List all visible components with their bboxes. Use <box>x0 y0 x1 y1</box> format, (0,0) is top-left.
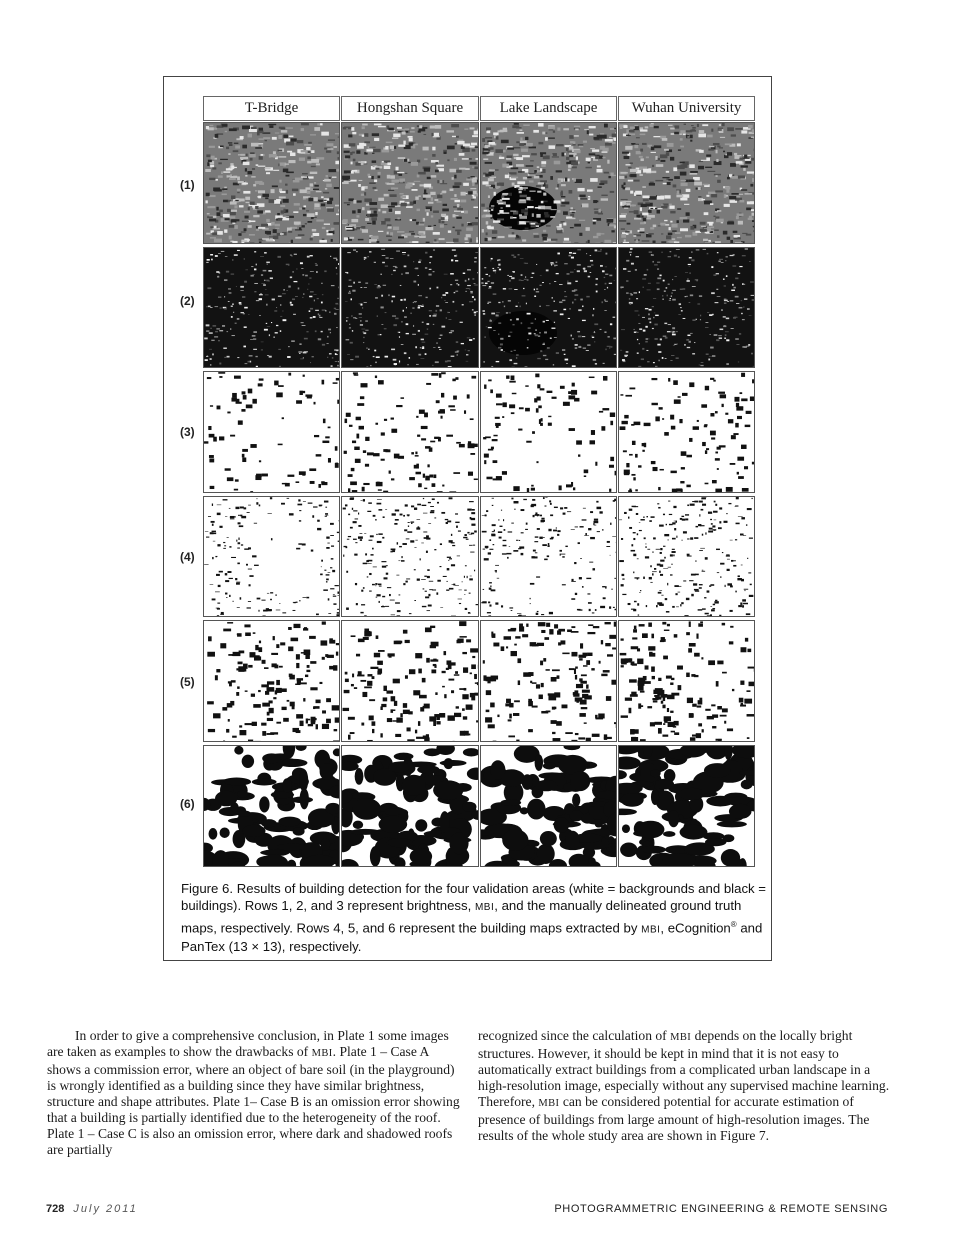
figure-cell-row3-lake-landscape <box>480 371 617 493</box>
figure-cell-row3-wuhan-university <box>618 371 755 493</box>
body-right-text-1: recognized since the calculation of <box>478 1028 667 1043</box>
figure-cell-row6-wuhan-university <box>618 745 755 867</box>
figure-cell-row2-lake-landscape <box>480 247 617 368</box>
row-label-2: (2) <box>180 294 195 308</box>
caption-text-4: and PanTex (13 × 13), respectively. <box>181 920 763 955</box>
caption-mbi-1: MBI <box>474 902 495 913</box>
figure-cell-row5-lake-landscape <box>480 620 617 742</box>
row-label-5: (5) <box>180 675 195 689</box>
figure-cell-row6-t-bridge <box>203 745 340 867</box>
figure-cell-row1-t-bridge <box>203 122 340 244</box>
figure-cell-row2-wuhan-university <box>618 247 755 368</box>
figure-cell-row4-wuhan-university <box>618 496 755 617</box>
body-right-mbi-2: MBI <box>538 1098 560 1109</box>
figure-cell-row5-t-bridge <box>203 620 340 742</box>
body-right-column <box>478 1028 896 1144</box>
body-right-text-2: depends on the locally bright structures. However, it should be kept in mind that it is not easy to automatically extract buildings from a complicated urban landscape in a high-resolution image, especially without any supervised machine learning. Therefore, <box>478 1028 890 1109</box>
figure-cell-row3-hongshan-square <box>341 371 479 493</box>
issue-date: July 2011 <box>73 1203 138 1215</box>
column-header-wuhan-university: Wuhan University <box>618 96 755 121</box>
row-label-6: (6) <box>180 797 195 811</box>
caption-mbi-2: MBI <box>641 924 661 936</box>
body-right-text-3: can be considered potential for accurate estimation of presence of buildings from large amount of high-resolution images. The results of the whole study area are shown in Figure 7. <box>478 1094 870 1143</box>
row-label-3: (3) <box>180 425 195 439</box>
figure-cell-row6-lake-landscape <box>480 745 617 867</box>
figure-cell-row4-hongshan-square <box>341 496 479 617</box>
figure-cell-row2-hongshan-square <box>341 247 479 368</box>
body-left-mbi: MBI <box>311 1048 333 1059</box>
column-header-t-bridge: T-Bridge <box>203 96 340 121</box>
figure-cell-row1-wuhan-university <box>618 122 755 244</box>
figure-cell-row4-t-bridge <box>203 496 340 617</box>
figure-cell-row5-wuhan-university <box>618 620 755 742</box>
column-header-hongshan-square: Hongshan Square <box>341 96 479 121</box>
figure-cell-row1-lake-landscape <box>480 122 617 244</box>
row-label-4: (4) <box>180 550 195 564</box>
figure-cell-row6-hongshan-square <box>341 745 479 867</box>
caption-text-2: , and the manually delineated ground truth maps, respectively. Rows 4, 5, and 6 represent the building maps extracted by <box>181 898 742 936</box>
page-footer-left <box>46 1203 138 1215</box>
column-header-lake-landscape: Lake Landscape <box>480 96 617 121</box>
figure-cell-row5-hongshan-square <box>341 620 479 742</box>
caption-text-1: Results of building detection for the four validation areas (white = backgrounds and black = buildings). Rows 1, 2, and 3 represent brightness, <box>181 881 767 913</box>
figure-cell-row3-t-bridge <box>203 371 340 493</box>
figure-cell-row2-t-bridge <box>203 247 340 368</box>
figure-caption <box>181 880 766 955</box>
row-label-1: (1) <box>180 178 195 192</box>
figure-cell-row1-hongshan-square <box>341 122 479 244</box>
body-right-mbi-1: MBI <box>670 1032 692 1043</box>
body-left-text-2: . Plate 1 – Case A shows a commission error, where an object of bare soil (in the playground) is wrongly identified as a building since they have similar brightness, structure and shape attributes. Plate 1– Case B is an omission error showing that a building is partially identified due to the heterogeneity of the roof. Plate 1 – Case C is also an omission error, where dark and shadowed roofs are partially <box>47 1044 460 1157</box>
caption-registered-mark: ® <box>730 920 737 929</box>
caption-prefix: Figure 6. <box>181 881 234 896</box>
caption-text-3: , eCognition <box>660 920 731 936</box>
page-number: 728 <box>46 1203 65 1215</box>
figure-cell-row4-lake-landscape <box>480 496 617 617</box>
body-left-text-1: In order to give a comprehensive conclusion, in Plate 1 some images are taken as examples to show the drawbacks of <box>47 1028 449 1059</box>
journal-name: PHOTOGRAMMETRIC ENGINEERING & REMOTE SENSING <box>554 1203 888 1215</box>
body-left-column <box>47 1028 465 1158</box>
